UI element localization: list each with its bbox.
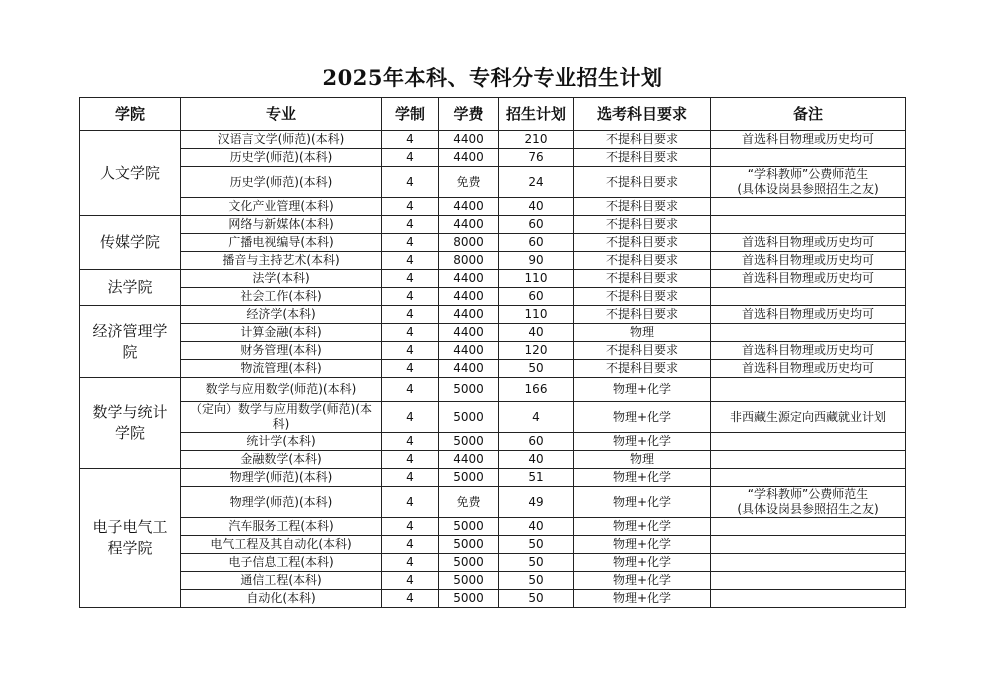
table-row: [80, 167, 906, 198]
subject-requirement-cell: 不提科目要求: [574, 167, 711, 198]
header-remark: 备注: [711, 98, 906, 131]
years-cell: 4: [382, 518, 439, 536]
years-cell: 4: [382, 378, 439, 402]
plan-cell: 50: [499, 360, 574, 378]
remark-cell: 首选科目物理或历史均可: [711, 131, 906, 149]
major-cell: 财务管理(本科): [181, 342, 382, 360]
subject-requirement-cell: 不提科目要求: [574, 270, 711, 288]
table-row: [80, 572, 906, 590]
table-row: [80, 378, 906, 402]
college-name: 法学院: [80, 270, 181, 306]
years-cell: 4: [382, 451, 439, 469]
subject-requirement-cell: 不提科目要求: [574, 198, 711, 216]
plan-cell: 40: [499, 198, 574, 216]
subject-requirement-cell: 不提科目要求: [574, 252, 711, 270]
plan-cell: 50: [499, 536, 574, 554]
years-cell: 4: [382, 536, 439, 554]
years-cell: 4: [382, 270, 439, 288]
plan-cell: 110: [499, 270, 574, 288]
subject-requirement-cell: 不提科目要求: [574, 149, 711, 167]
years-cell: 4: [382, 167, 439, 198]
college-name: 人文学院: [80, 131, 181, 216]
table-row: [80, 554, 906, 572]
header-years: 学制: [382, 98, 439, 131]
fee-cell: 5000: [439, 402, 499, 433]
fee-cell: 5000: [439, 469, 499, 487]
years-cell: 4: [382, 306, 439, 324]
remark-cell: [711, 451, 906, 469]
fee-cell: 4400: [439, 306, 499, 324]
fee-cell: 5000: [439, 518, 499, 536]
plan-cell: 60: [499, 216, 574, 234]
table-row: [80, 131, 906, 149]
plan-cell: 120: [499, 342, 574, 360]
years-cell: 4: [382, 288, 439, 306]
major-cell: 电子信息工程(本科): [181, 554, 382, 572]
years-cell: 4: [382, 216, 439, 234]
major-cell: 网络与新媒体(本科): [181, 216, 382, 234]
fee-cell: 4400: [439, 288, 499, 306]
table-row: [80, 342, 906, 360]
major-cell: 社会工作(本科): [181, 288, 382, 306]
years-cell: 4: [382, 402, 439, 433]
table-row: [80, 198, 906, 216]
fee-cell: 4400: [439, 324, 499, 342]
remark-cell: [711, 572, 906, 590]
plan-cell: 50: [499, 572, 574, 590]
table-row: [80, 518, 906, 536]
fee-cell: 5000: [439, 554, 499, 572]
major-cell: （定向）数学与应用数学(师范)(本科): [181, 402, 382, 433]
years-cell: 4: [382, 572, 439, 590]
header-row: [80, 98, 906, 131]
table-row: [80, 487, 906, 518]
subject-requirement-cell: 不提科目要求: [574, 306, 711, 324]
years-cell: 4: [382, 234, 439, 252]
plan-cell: 166: [499, 378, 574, 402]
years-cell: 4: [382, 554, 439, 572]
subject-requirement-cell: 物理+化学: [574, 572, 711, 590]
table-row: [80, 270, 906, 288]
subject-requirement-cell: 物理: [574, 324, 711, 342]
years-cell: 4: [382, 198, 439, 216]
subject-requirement-cell: 物理+化学: [574, 469, 711, 487]
subject-requirement-cell: 物理+化学: [574, 590, 711, 608]
header-plan: 招生计划: [499, 98, 574, 131]
plan-cell: 60: [499, 433, 574, 451]
table-body: [80, 131, 906, 608]
fee-cell: 5000: [439, 536, 499, 554]
years-cell: 4: [382, 590, 439, 608]
table-row: [80, 451, 906, 469]
years-cell: 4: [382, 252, 439, 270]
major-cell: 历史学(师范)(本科): [181, 167, 382, 198]
table-row: [80, 324, 906, 342]
subject-requirement-cell: 不提科目要求: [574, 131, 711, 149]
fee-cell: 8000: [439, 252, 499, 270]
subject-requirement-cell: 物理+化学: [574, 518, 711, 536]
major-cell: 历史学(师范)(本科): [181, 149, 382, 167]
major-cell: 计算金融(本科): [181, 324, 382, 342]
subject-requirement-cell: 物理+化学: [574, 487, 711, 518]
years-cell: 4: [382, 131, 439, 149]
remark-cell: [711, 554, 906, 572]
major-cell: 金融数学(本科): [181, 451, 382, 469]
remark-cell: 首选科目物理或历史均可: [711, 270, 906, 288]
plan-cell: 40: [499, 324, 574, 342]
college-name: 数学与统计学院: [80, 378, 181, 469]
subject-requirement-cell: 不提科目要求: [574, 360, 711, 378]
college-name: 经济管理学院: [80, 306, 181, 378]
remark-cell: [711, 378, 906, 402]
table-row: [80, 252, 906, 270]
years-cell: 4: [382, 433, 439, 451]
fee-cell: 4400: [439, 216, 499, 234]
subject-requirement-cell: 物理+化学: [574, 433, 711, 451]
major-cell: 物理学(师范)(本科): [181, 487, 382, 518]
header-college: 学院: [80, 98, 181, 131]
subject-requirement-cell: 物理+化学: [574, 554, 711, 572]
major-cell: 汽车服务工程(本科): [181, 518, 382, 536]
table-row: [80, 590, 906, 608]
table-row: [80, 536, 906, 554]
subject-requirement-cell: 物理: [574, 451, 711, 469]
plan-cell: 50: [499, 590, 574, 608]
major-cell: 通信工程(本科): [181, 572, 382, 590]
remark-cell: [711, 149, 906, 167]
table-row: [80, 360, 906, 378]
table-row: [80, 234, 906, 252]
fee-cell: 免费: [439, 487, 499, 518]
fee-cell: 5000: [439, 590, 499, 608]
header-fee: 学费: [439, 98, 499, 131]
years-cell: 4: [382, 149, 439, 167]
years-cell: 4: [382, 469, 439, 487]
plan-cell: 210: [499, 131, 574, 149]
plan-cell: 60: [499, 234, 574, 252]
plan-cell: 49: [499, 487, 574, 518]
fee-cell: 4400: [439, 360, 499, 378]
plan-cell: 24: [499, 167, 574, 198]
plan-cell: 40: [499, 518, 574, 536]
fee-cell: 免费: [439, 167, 499, 198]
major-cell: 自动化(本科): [181, 590, 382, 608]
subject-requirement-cell: 不提科目要求: [574, 216, 711, 234]
fee-cell: 5000: [439, 433, 499, 451]
plan-cell: 50: [499, 554, 574, 572]
fee-cell: 4400: [439, 270, 499, 288]
major-cell: 电气工程及其自动化(本科): [181, 536, 382, 554]
fee-cell: 8000: [439, 234, 499, 252]
plan-cell: 51: [499, 469, 574, 487]
table-row: [80, 433, 906, 451]
major-cell: 播音与主持艺术(本科): [181, 252, 382, 270]
years-cell: 4: [382, 360, 439, 378]
remark-cell: [711, 518, 906, 536]
years-cell: 4: [382, 324, 439, 342]
remark-cell: 首选科目物理或历史均可: [711, 360, 906, 378]
remark-cell: [711, 216, 906, 234]
plan-cell: 4: [499, 402, 574, 433]
major-cell: 数学与应用数学(师范)(本科): [181, 378, 382, 402]
page-title: 2025年本科、专科分专业招生计划: [322, 65, 663, 90]
college-name: 传媒学院: [80, 216, 181, 270]
years-cell: 4: [382, 342, 439, 360]
table-row: [80, 288, 906, 306]
major-cell: 统计学(本科): [181, 433, 382, 451]
major-cell: 经济学(本科): [181, 306, 382, 324]
college-name: 电子电气工程学院: [80, 469, 181, 608]
table-row: [80, 306, 906, 324]
major-cell: 法学(本科): [181, 270, 382, 288]
remark-cell: [711, 288, 906, 306]
remark-cell: [711, 324, 906, 342]
remark-cell: [711, 536, 906, 554]
fee-cell: 4400: [439, 149, 499, 167]
table-row: [80, 216, 906, 234]
subject-requirement-cell: 不提科目要求: [574, 288, 711, 306]
subject-requirement-cell: 物理+化学: [574, 402, 711, 433]
enrollment-plan-table: [79, 97, 906, 608]
remark-cell: 首选科目物理或历史均可: [711, 342, 906, 360]
subject-requirement-cell: 物理+化学: [574, 378, 711, 402]
plan-cell: 90: [499, 252, 574, 270]
header-subject-requirement: 选考科目要求: [574, 98, 711, 131]
table-row: [80, 149, 906, 167]
fee-cell: 5000: [439, 572, 499, 590]
major-cell: 物流管理(本科): [181, 360, 382, 378]
plan-cell: 110: [499, 306, 574, 324]
remark-cell: [711, 433, 906, 451]
remark-cell: “学科教师”公费师范生 (具体设岗县参照招生之友): [711, 167, 906, 198]
fee-cell: 5000: [439, 378, 499, 402]
subject-requirement-cell: 物理+化学: [574, 536, 711, 554]
remark-cell: 首选科目物理或历史均可: [711, 234, 906, 252]
remark-cell: 首选科目物理或历史均可: [711, 252, 906, 270]
major-cell: 广播电视编导(本科): [181, 234, 382, 252]
major-cell: 文化产业管理(本科): [181, 198, 382, 216]
subject-requirement-cell: 不提科目要求: [574, 342, 711, 360]
fee-cell: 4400: [439, 342, 499, 360]
remark-cell: 非西藏生源定向西藏就业计划: [711, 402, 906, 433]
remark-cell: [711, 469, 906, 487]
years-cell: 4: [382, 487, 439, 518]
remark-cell: [711, 590, 906, 608]
plan-cell: 60: [499, 288, 574, 306]
plan-cell: 40: [499, 451, 574, 469]
plan-cell: 76: [499, 149, 574, 167]
remark-cell: 首选科目物理或历史均可: [711, 306, 906, 324]
fee-cell: 4400: [439, 451, 499, 469]
table-row: [80, 469, 906, 487]
fee-cell: 4400: [439, 131, 499, 149]
subject-requirement-cell: 不提科目要求: [574, 234, 711, 252]
fee-cell: 4400: [439, 198, 499, 216]
header-major: 专业: [181, 98, 382, 131]
major-cell: 物理学(师范)(本科): [181, 469, 382, 487]
remark-cell: [711, 198, 906, 216]
remark-cell: “学科教师”公费师范生 (具体设岗县参照招生之友): [711, 487, 906, 518]
table-row: [80, 402, 906, 433]
major-cell: 汉语言文学(师范)(本科): [181, 131, 382, 149]
